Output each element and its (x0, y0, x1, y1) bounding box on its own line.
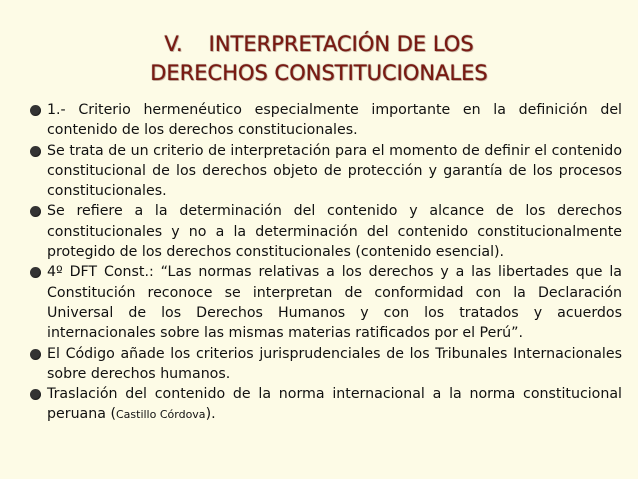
bullet-text: Traslación del contenido de la norma internacional a la norma constitucional peruana ( (47, 386, 622, 423)
title-line-1 (0, 30, 638, 59)
bullet-text: Se refiere a la determinación del contenido y alcance de los derechos constitucionales y no a la determinación del contenido constitucionalmente protegido de los derechos constitucionales (contenido esencial). (47, 203, 622, 261)
bullet-icon (30, 267, 41, 278)
title-line-2: DERECHOS CONSTITUCIONALES (150, 61, 488, 85)
citation-closing: ). (205, 406, 216, 423)
bullet-item (30, 262, 622, 343)
bullet-item (30, 100, 622, 141)
bullet-text: 1.- Criterio hermenéutico especialmente importante en la definición del contenido de los derechos constitucionales. (47, 102, 622, 139)
bullet-item (30, 344, 622, 385)
bullet-item (30, 201, 622, 262)
bullet-text: El Código añade los criterios jurisprudenciales de los Tribunales Internacionales sobre derechos humanos. (47, 345, 622, 382)
slide-title (0, 30, 638, 88)
bullet-list (30, 100, 622, 426)
citation-author: Castillo Córdova (115, 408, 206, 422)
title-text-1: INTERPRETACIÓN DE LOS (208, 32, 474, 56)
bullet-item (30, 384, 622, 426)
title-number: V. (164, 32, 183, 56)
bullet-icon (30, 389, 41, 400)
bullet-icon (30, 349, 41, 360)
bullet-icon (30, 206, 41, 217)
bullet-text: Se trata de un criterio de interpretación para el momento de definir el contenido constitucional de los derechos objeto de protección y garantía de los procesos constitucionales. (47, 142, 622, 200)
bullet-icon (30, 105, 41, 116)
bullet-icon (30, 146, 41, 157)
bullet-item (30, 141, 622, 202)
bullet-text: 4º DFT Const.: “Las normas relativas a los derechos y a las libertades que la Constitución reconoce se interpretan de conformidad con la Declaración Universal de los Derechos Humanos y con los tratados y acuerdos internacionales sobre las mismas materias ratificados por el Perú”. (47, 264, 622, 342)
